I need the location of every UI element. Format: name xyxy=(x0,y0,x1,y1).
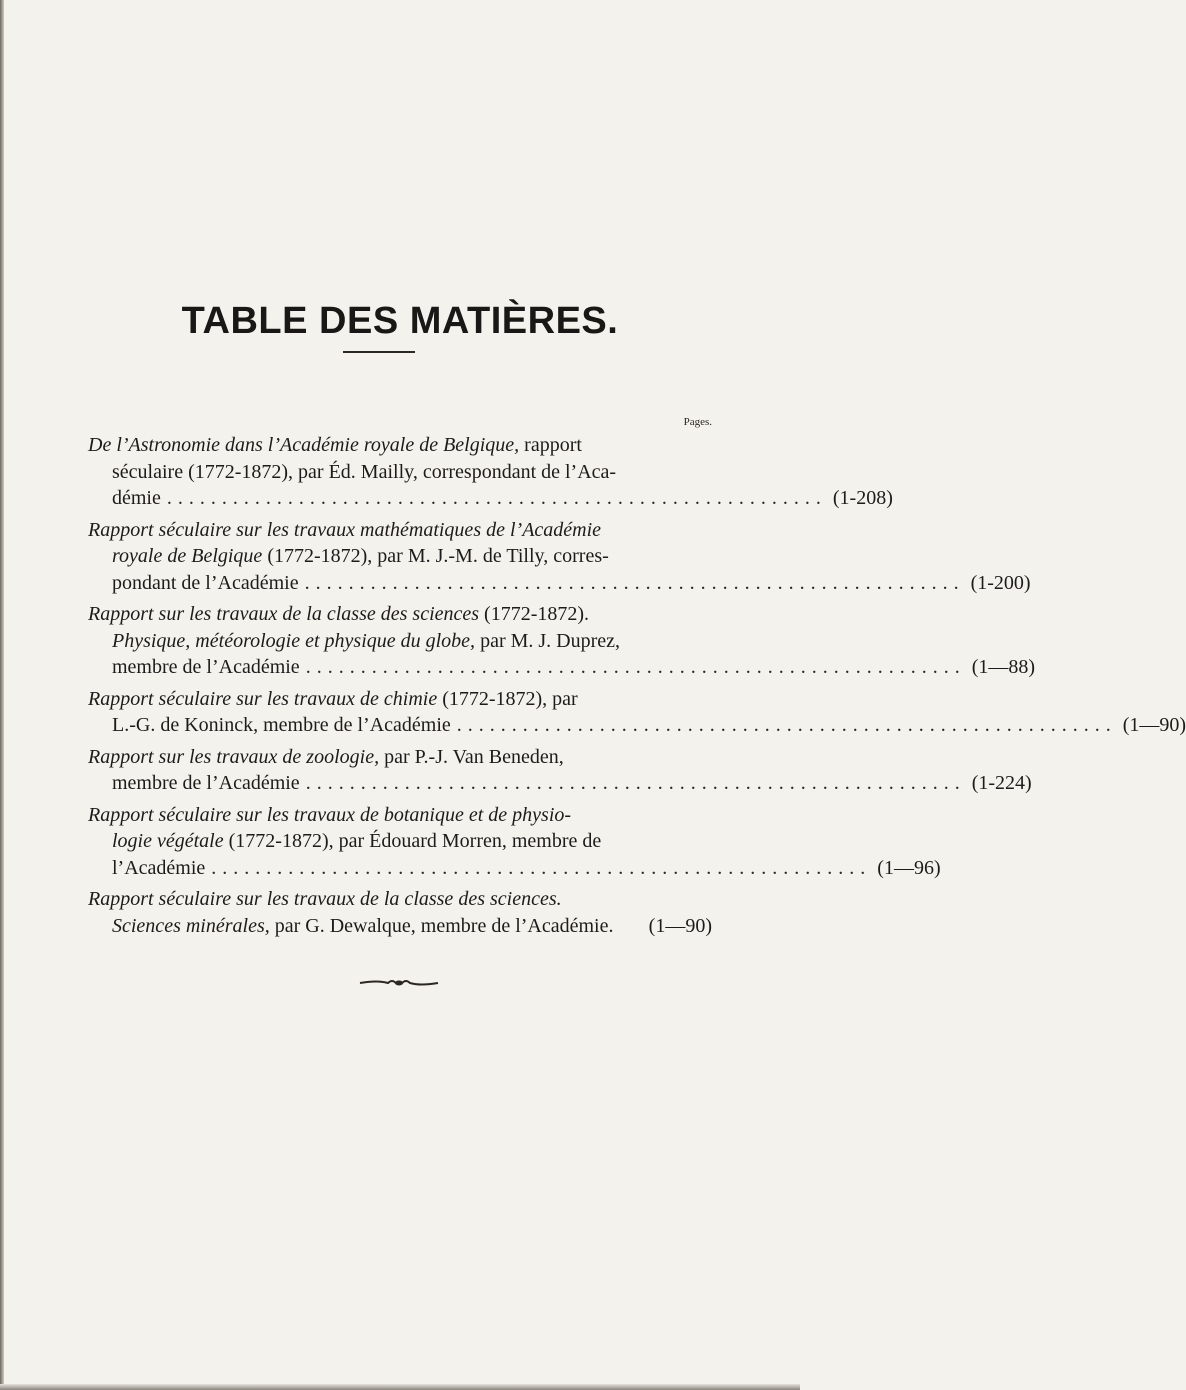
pages-column-label: Pages. xyxy=(683,416,712,428)
toc-entry xyxy=(88,432,893,512)
toc-entry-line xyxy=(88,517,712,544)
entry-text: pondant de l’Académie xyxy=(112,571,299,594)
italic-title-text: royale de Belgique xyxy=(112,545,263,567)
page-range: (1—90) xyxy=(1122,714,1186,736)
toc-entry-line-text xyxy=(112,855,205,882)
table-of-contents xyxy=(88,432,1186,944)
page-range: (1—90) xyxy=(648,914,712,937)
page-range: (1—96) xyxy=(877,856,941,879)
entry-text: par M. J. Duprez, xyxy=(475,629,621,652)
toc-entry-final-line xyxy=(88,570,1031,597)
toc-entry xyxy=(88,686,1186,739)
toc-entry-line-text xyxy=(112,654,300,681)
toc-entry-final-line xyxy=(88,712,1186,739)
toc-entry-line-text xyxy=(112,712,451,739)
dot-leader: ............................................................ xyxy=(305,772,966,794)
toc-entry xyxy=(88,886,712,939)
dot-leader: ............................................................ xyxy=(304,571,965,594)
entry-text: membre de l’Académie xyxy=(112,772,300,794)
dot-leader: ............................................................ xyxy=(456,714,1117,736)
toc-entry-line xyxy=(88,459,712,486)
entry-text: membre de l’Académie xyxy=(112,656,300,678)
italic-title-text: logie végétale xyxy=(112,830,224,852)
toc-entry-line xyxy=(88,686,712,713)
entry-text: L.-G. de Koninck, membre de l’Académie xyxy=(112,714,451,736)
page-range: (1-208) xyxy=(832,487,893,509)
toc-entry-line xyxy=(88,886,712,913)
entry-text: (1772-1872), par xyxy=(437,687,578,710)
italic-title-text: Physique, météorologie et physique du globe, xyxy=(112,629,476,652)
italic-title-text: Rapport séculaire sur les travaux de la classe des sciences. xyxy=(88,888,562,910)
toc-entry-line-text xyxy=(112,770,300,797)
italic-title-text: Rapport séculaire sur les travaux de botanique et de physio- xyxy=(88,803,572,826)
entry-text: séculaire (1772-1872), par Éd. Mailly, correspondant de l’Aca- xyxy=(112,460,617,483)
toc-entry xyxy=(88,744,1032,797)
end-ornament xyxy=(358,978,440,988)
page-range: (1-224) xyxy=(971,772,1032,794)
toc-entry-line xyxy=(88,601,712,628)
toc-entry-line xyxy=(88,628,712,655)
dot-leader: ............................................................ xyxy=(211,856,872,879)
toc-entry xyxy=(88,802,941,882)
italic-title-text: Rapport séculaire sur les travaux mathématiques de l’Académie xyxy=(88,518,602,541)
entry-text: (1772-1872). xyxy=(479,603,590,625)
italic-title-text: Rapport sur les travaux de zoologie, xyxy=(88,745,380,768)
entry-text: (1772-1872), par M. J.-M. de Tilly, corres- xyxy=(262,545,609,567)
toc-entry-final-line xyxy=(88,770,1032,797)
page-bottom-edge xyxy=(0,1384,800,1390)
entry-text: (1772-1872), par Édouard Morren, membre de xyxy=(223,830,602,852)
entry-text: par P.-J. Van Beneden, xyxy=(379,745,564,768)
page-binding-edge xyxy=(0,0,4,1390)
page-range: (1—88) xyxy=(971,656,1036,678)
toc-entry-line xyxy=(88,432,712,459)
toc-entry-final-line xyxy=(88,855,941,882)
italic-title-text: Rapport sur les travaux de la classe des sciences xyxy=(88,603,480,625)
toc-entry xyxy=(88,601,1036,681)
title-divider xyxy=(343,351,415,353)
toc-entry-line xyxy=(88,802,712,829)
entry-text: démie xyxy=(112,487,161,509)
toc-entry-final-line xyxy=(88,913,712,940)
toc-entry xyxy=(88,517,1031,597)
entry-text: l’Académie xyxy=(112,856,206,879)
toc-entry-line xyxy=(88,828,712,855)
dot-leader: ............................................................ xyxy=(305,656,966,678)
entry-text: rapport xyxy=(519,434,582,456)
toc-entry-line-text xyxy=(112,485,161,512)
toc-entry-line-text xyxy=(112,913,613,940)
toc-entry-final-line xyxy=(88,485,893,512)
toc-entry-final-line xyxy=(88,654,1036,681)
toc-entry-line-text xyxy=(112,570,299,597)
italic-title-text: Rapport séculaire sur les travaux de chimie xyxy=(88,687,438,710)
entry-text: par G. Dewalque, membre de l’Académie. xyxy=(269,914,614,937)
italic-title-text: Sciences minérales, xyxy=(112,914,270,937)
page-title: TABLE DES MATIÈRES. xyxy=(181,300,619,343)
toc-entry-line xyxy=(88,543,712,570)
toc-entry-line xyxy=(88,744,712,771)
italic-title-text: De l’Astronomie dans l’Académie royale de Belgique, xyxy=(88,434,520,456)
page-range: (1-200) xyxy=(970,571,1031,594)
dot-leader: ............................................................ xyxy=(166,487,827,509)
